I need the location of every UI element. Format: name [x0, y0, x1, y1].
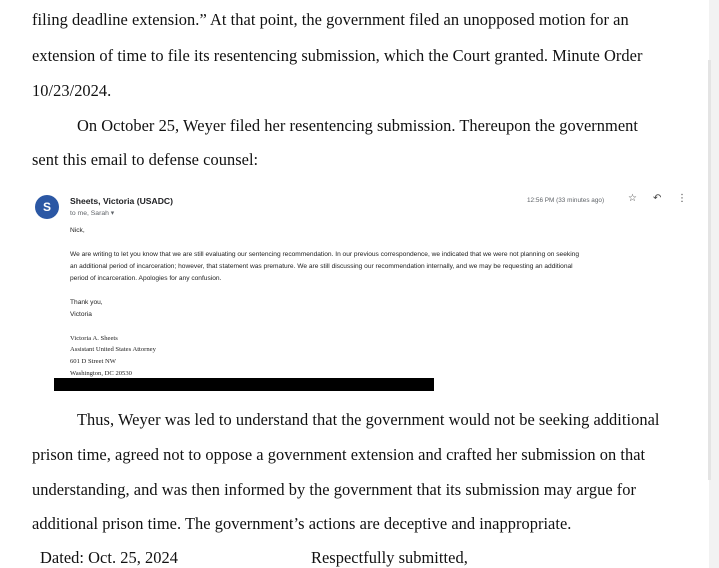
- email-recipients[interactable]: to me, Sarah ▾: [70, 210, 115, 217]
- paragraph-line: understanding, and was then informed by the government that its submission may argue for: [32, 480, 637, 499]
- dated-line: Dated: Oct. 25, 2024: [40, 548, 179, 567]
- avatar[interactable]: S: [35, 195, 59, 219]
- signature-name: Victoria A. Sheets: [70, 335, 118, 342]
- email-closing: Victoria: [70, 311, 92, 318]
- paragraph-line: sent this email to defense counsel:: [32, 150, 259, 169]
- scrollbar-thumb[interactable]: [708, 60, 711, 480]
- signature-street: 601 D Street NW: [70, 358, 116, 365]
- signature-city: Washington, DC 20530: [70, 370, 132, 377]
- paragraph-line: extension of time to file its resentencing submission, which the Court granted. Minute Order: [32, 46, 643, 65]
- paragraph-line: Thus, Weyer was led to understand that the government would not be seeking additional: [77, 410, 660, 429]
- paragraph-line: 10/23/2024.: [32, 81, 112, 100]
- email-body-line: an additional period of incarceration; however, that statement was premature. We are still discussing our recommendation internally, and we may be requesting an additional: [70, 263, 573, 270]
- paragraph-line: prison time, agreed not to oppose a government extension and crafted her submission on that: [32, 445, 646, 464]
- paragraph-line: filing deadline extension.” At that point, the government filed an unopposed motion for an: [32, 10, 629, 29]
- email-sender[interactable]: Sheets, Victoria (USADC): [70, 196, 173, 206]
- paragraph-line: On October 25, Weyer filed her resentencing submission. Thereupon the government: [77, 116, 639, 135]
- email-body-line: We are writing to let you know that we are still evaluating our sentencing recommendation. In our previous correspondence, we indicated that we were not planning on seeking: [70, 251, 579, 258]
- signature-title: Assistant United States Attorney: [70, 346, 156, 353]
- reply-icon[interactable]: ↶: [653, 193, 662, 204]
- star-icon[interactable]: ☆: [628, 193, 637, 204]
- more-vert-icon[interactable]: ⋮: [677, 193, 687, 204]
- email-closing: Thank you,: [70, 299, 103, 306]
- paragraph-line: additional prison time. The government’s actions are deceptive and inappropriate.: [32, 514, 572, 533]
- email-body-line: period of incarceration. Apologies for any confusion.: [70, 275, 222, 282]
- redaction-bar: [54, 378, 434, 391]
- signoff-line: Respectfully submitted,: [311, 548, 468, 567]
- email-greeting: Nick,: [70, 227, 85, 234]
- email-timestamp: 12:56 PM (33 minutes ago): [527, 197, 605, 204]
